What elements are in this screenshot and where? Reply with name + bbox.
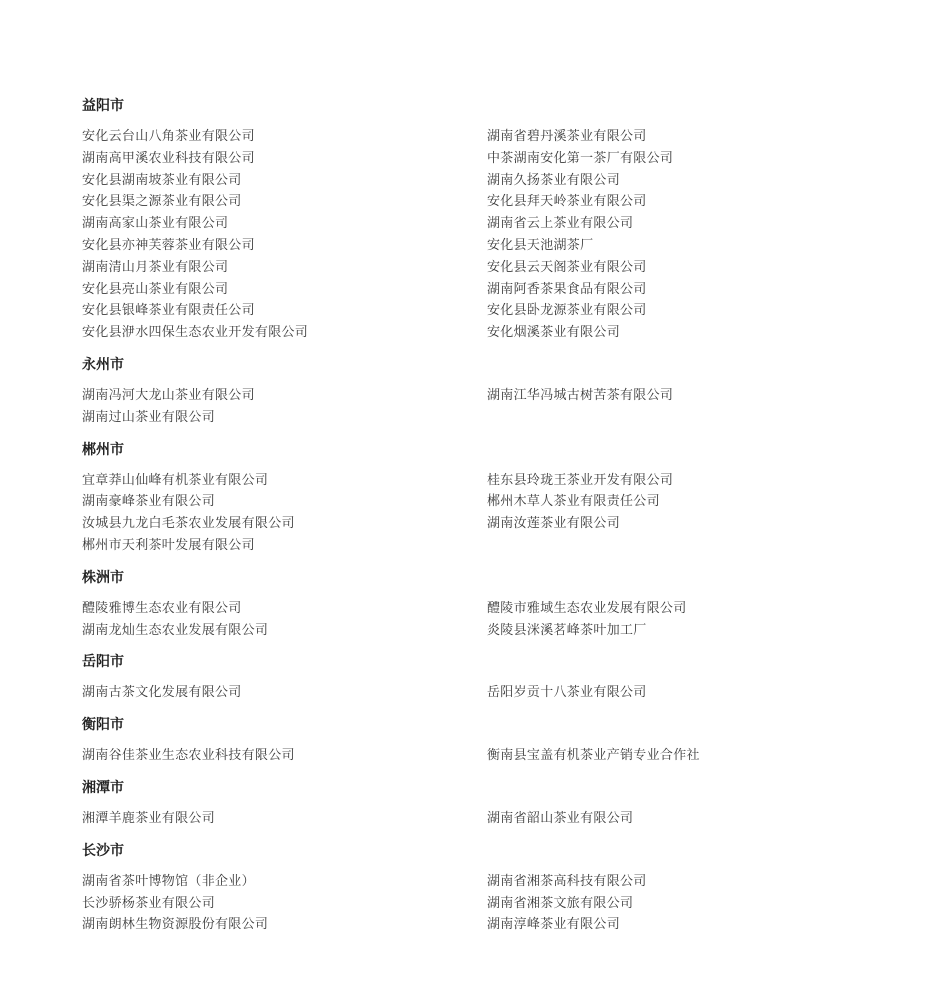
company-name: 安化云台山八角茶业有限公司 (82, 129, 255, 144)
company-name: 湖南清山月茶业有限公司 (82, 259, 229, 275)
company-name: 湖南淳峰茶业有限公司 (487, 917, 621, 933)
company-name: 长沙骄杨茶业有限公司 (82, 895, 216, 911)
company-name: 桂东县玲珑王茶业开发有限公司 (487, 472, 674, 488)
company-name: 安化县拜天岭茶业有限公司 (487, 194, 647, 210)
company-list-document (82, 96, 862, 947)
section-title: 郴州市 (82, 441, 124, 458)
company-name: 岳阳岁贡十八茶业有限公司 (487, 685, 647, 701)
company-name: 安化县洢水四保生态农业开发有限公司 (82, 325, 309, 341)
section-title: 长沙市 (82, 842, 124, 859)
company-list (82, 871, 862, 936)
company-list (82, 385, 862, 429)
company-name: 安化县云天阁茶业有限公司 (487, 259, 647, 275)
company-name: 安化县卧龙源茶业有限公司 (487, 303, 647, 319)
section-title: 益阳市 (82, 98, 124, 114)
company-name: 衡南县宝盖有机茶业产销专业合作社 (487, 748, 700, 764)
company-list (82, 808, 862, 830)
company-name: 湖南省韶山茶业有限公司 (487, 810, 634, 826)
company-name: 宜章莽山仙峰有机茶业有限公司 (82, 472, 269, 488)
company-name: 湖南省湘茶高科技有限公司 (487, 873, 647, 889)
company-name: 汝城县九龙白毛茶农业发展有限公司 (82, 516, 295, 532)
company-name (487, 535, 862, 557)
company-name: 中茶湖南安化第一茶厂有限公司 (487, 150, 674, 166)
company-name: 湖南冯河大龙山茶业有限公司 (82, 387, 255, 403)
section-title: 株洲市 (82, 569, 124, 586)
section-title: 湘潭市 (82, 779, 124, 796)
company-name: 安化县渠之源茶业有限公司 (82, 194, 242, 210)
company-name: 湖南谷佳茶业生态农业科技有限公司 (82, 748, 295, 764)
company-list (82, 745, 862, 767)
company-name: 湘潭羊鹿茶业有限公司 (82, 810, 216, 826)
company-list (82, 470, 862, 557)
company-list (82, 682, 862, 704)
company-name: 湖南高家山茶业有限公司 (82, 216, 229, 232)
company-name: 湖南朗林生物资源股份有限公司 (82, 917, 269, 933)
company-name: 醴陵雅博生态农业有限公司 (82, 600, 242, 616)
company-list (82, 598, 862, 642)
company-name: 安化县银峰茶业有限责任公司 (82, 303, 255, 319)
company-name: 安化县亮山茶业有限公司 (82, 281, 229, 297)
company-list (82, 126, 862, 344)
company-name: 湖南高甲溪农业科技有限公司 (82, 150, 255, 166)
company-name: 湖南省湘茶文旅有限公司 (487, 895, 634, 911)
company-name: 湖南豪峰茶业有限公司 (82, 494, 216, 510)
company-name: 湖南江华冯城古树苦茶有限公司 (487, 387, 674, 403)
company-name: 炎陵县洣溪茗峰茶叶加工厂 (487, 622, 647, 638)
company-name: 安化烟溪茶业有限公司 (487, 325, 621, 341)
company-name: 湖南过山茶业有限公司 (82, 409, 216, 425)
company-name: 安化县亦神芙蓉茶业有限公司 (82, 237, 255, 253)
company-name: 湖南汝莲茶业有限公司 (487, 516, 621, 532)
company-name: 湖南阿香茶果食品有限公司 (487, 281, 647, 297)
company-name: 湖南省茶叶博物馆（非企业） (82, 873, 255, 889)
company-name: 湖南久扬茶业有限公司 (487, 172, 621, 188)
company-name (487, 407, 862, 429)
company-name: 安化县天池湖茶厂 (487, 237, 594, 253)
company-name: 湖南龙灿生态农业发展有限公司 (82, 622, 269, 638)
company-name: 湖南省云上茶业有限公司 (487, 216, 634, 232)
company-name: 湖南省碧丹溪茶业有限公司 (487, 129, 647, 144)
section-title: 永州市 (82, 356, 124, 373)
company-name: 醴陵市雅域生态农业发展有限公司 (487, 600, 687, 616)
section-title: 岳阳市 (82, 654, 124, 671)
company-name: 安化县湖南坡茶业有限公司 (82, 172, 242, 188)
company-name: 湖南古茶文化发展有限公司 (82, 685, 242, 701)
company-name: 郴州木草人茶业有限责任公司 (487, 494, 660, 510)
company-name: 郴州市天利茶叶发展有限公司 (82, 537, 255, 553)
section-title: 衡阳市 (82, 717, 124, 734)
